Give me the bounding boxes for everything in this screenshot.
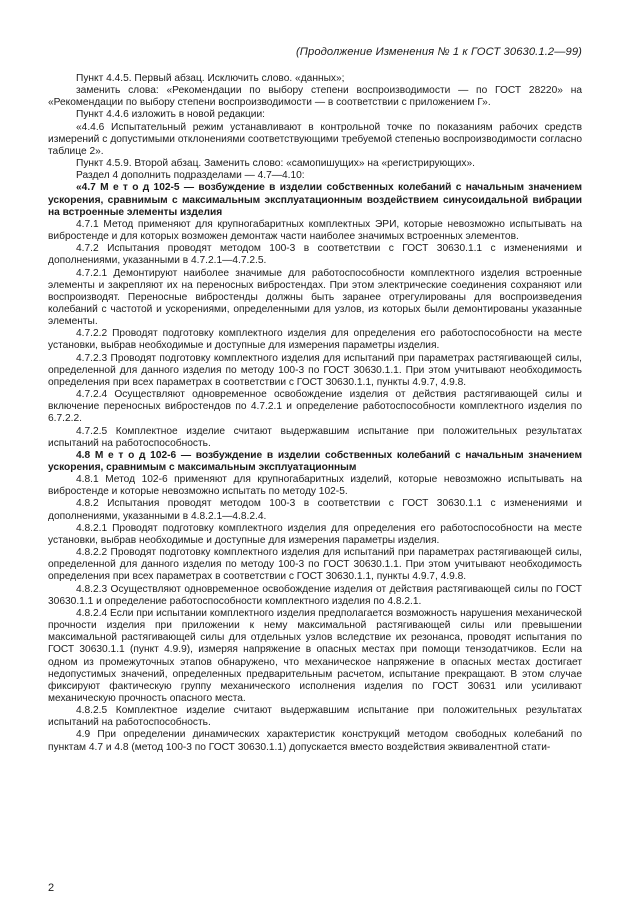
paragraph: 4.8.2.2 Проводят подготовку комплектного изделия для испытаний при параметрах растягивающей силы, определенной для данного изделия по методу 100-3 по ГОСТ 30630.1.1. При этом учитывают необходимость определения при всех параметрах в соответствии с ГОСТ 30630.1.1, пункты 4.9.7, 4.9.8.: [48, 547, 582, 583]
running-header: (Продолжение Изменения № 1 к ГОСТ 30630.1.2—99): [295, 46, 582, 58]
paragraph: 4.7.2.4 Осуществляют одновременное освобождение изделия от действия растягивающей силы и включение переносных вибростендов по 4.7.2.1 и определение работоспособности комплектного изделия по 6.7.2.2.: [48, 389, 582, 425]
section-heading: «4.7 М е т о д 102-5 — возбуждение в изделии собственных колебаний с начальным значением ускорения, сравнимым с максимальным эксплуатационным воздействием синусоидальной вибрации на встроенные элементы изделия: [48, 182, 582, 218]
paragraph: 4.8.2.3 Осуществляют одновременное освобождение изделия от действия растягивающей силы по ГОСТ 30630.1.1 и определение работоспособности комплектного изделия по 4.8.2.1.: [48, 583, 582, 607]
paragraph: 4.7.2 Испытания проводят методом 100-3 в соответствии с ГОСТ 30630.1.1 с изменениями и дополнениями, указанными в 4.7.2.1—4.7.2.5.: [48, 243, 582, 267]
page-number: 2: [48, 882, 55, 894]
paragraph: 4.8.2.5 Комплектное изделие считают выдержавшим испытание при положительных результатах испытаний на работоспособность.: [48, 705, 582, 729]
paragraph: «4.4.6 Испытательный режим устанавливают в контрольной точке по показаниям рабочих средств измерений с допустимыми отклонениями соответствующими требуемой степенью воспроизводимости согласно таблице 2».: [48, 121, 582, 157]
paragraph: 4.8.2.1 Проводят подготовку комплектного изделия для определения его работоспособности на месте установки, выбрав необходимые и доступные для измерения параметры изделия.: [48, 522, 582, 546]
paragraph: 4.8.2 Испытания проводят методом 100-3 в соответствии с ГОСТ 30630.1.1 с изменениями и дополнениями, указанными в 4.8.2.1—4.8.2.4.: [48, 498, 582, 522]
paragraph: Пункт 4.5.9. Второй абзац. Заменить слово: «самопишущих» на «регистрирующих».: [76, 158, 475, 170]
paragraph: заменить слова: «Рекомендации по выбору степени воспроизводимости — по ГОСТ 28220» на «Рекомендации по выбору степени воспроизводимости — в соответствии с приложением Г».: [48, 85, 582, 109]
paragraph: 4.8.2.4 Если при испытании комплектного изделия предполагается возможность нарушения механической прочности изделия при приложении к нему максимальной растягивающей силы или превышении максимальной растягивающей силы для отдельных узлов вследствие их резонанса, проводят испытания по ГОСТ 30630.1.1 (пункт 4.9.9), измеряя напряжение в опасных местах при помощи тензодатчиков. Если на одном из промежуточных этапов обнаружено, что механическое напряжение в опасных местах достигает недопустимых значений, определенных предварительным расчетом, испытание прекращают. В этом случае фиксируют фактическую группу механического исполнения изделия по ГОСТ 30631 или усиливают механическую прочность опасного места.: [48, 607, 582, 704]
paragraph: 4.7.2.5 Комплектное изделие считают выдержавшим испытание при положительных результатах испытаний на работоспособность.: [48, 425, 582, 449]
paragraph: 4.7.2.3 Проводят подготовку комплектного изделия для испытаний при параметрах растягивающей силы, определенной для данного изделия по методу 100-3 по ГОСТ 30630.1.1. При этом учитывают необходимость определения при всех параметрах в соответствии с ГОСТ 30630.1.1, пункты 4.9.7, 4.9.8.: [48, 352, 582, 388]
paragraph: 4.8.1 Метод 102-6 применяют для крупногабаритных изделий, которые невозможно испытывать на вибростенде и которые невозможно испытать по методу 102-5.: [48, 474, 582, 498]
paragraph: 4.9 При определении динамических характеристик конструкций методом свободных колебаний по пунктам 4.7 и 4.8 (метод 100-3 по ГОСТ 30630.1.1) допускается вместо воздействия эквивалентной стати-: [48, 729, 582, 753]
document-body: [48, 73, 582, 754]
paragraph: Пункт 4.4.5. Первый абзац. Исключить слово. «данных»;: [76, 73, 345, 84]
paragraph: 4.7.2.1 Демонтируют наиболее значимые для работоспособности комплектного изделия встроенные элементы и закрепляют их на переносных вибростендах. При этом электрические соединения сохраняют или воспроизводят. Переносные вибростенды должны быть заранее отрегулированы для воспроизведения колебаний с частотой и ускорениями, определенными для узлов, из которых были демонтированы указанные элементы.: [48, 267, 582, 328]
paragraph: Раздел 4 дополнить подразделами — 4.7—4.10:: [76, 170, 305, 182]
paragraph: Пункт 4.4.6 изложить в новой редакции:: [76, 109, 266, 121]
paragraph: 4.7.2.2 Проводят подготовку комплектного изделия для определения его работоспособности на месте установки, выбрав необходимые и доступные для измерения параметры изделия.: [48, 328, 582, 352]
section-heading: 4.8 М е т о д 102-6 — возбуждение в изделии собственных колебаний с начальным значением ускорения, сравнимым с максимальным эксплуатационным: [48, 449, 582, 473]
paragraph: 4.7.1 Метод применяют для крупногабаритных комплектных ЭРИ, которые невозможно испытывать на вибростенде и для которых возможен демонтаж части наиболее значимых встроенных элементов.: [48, 218, 582, 243]
